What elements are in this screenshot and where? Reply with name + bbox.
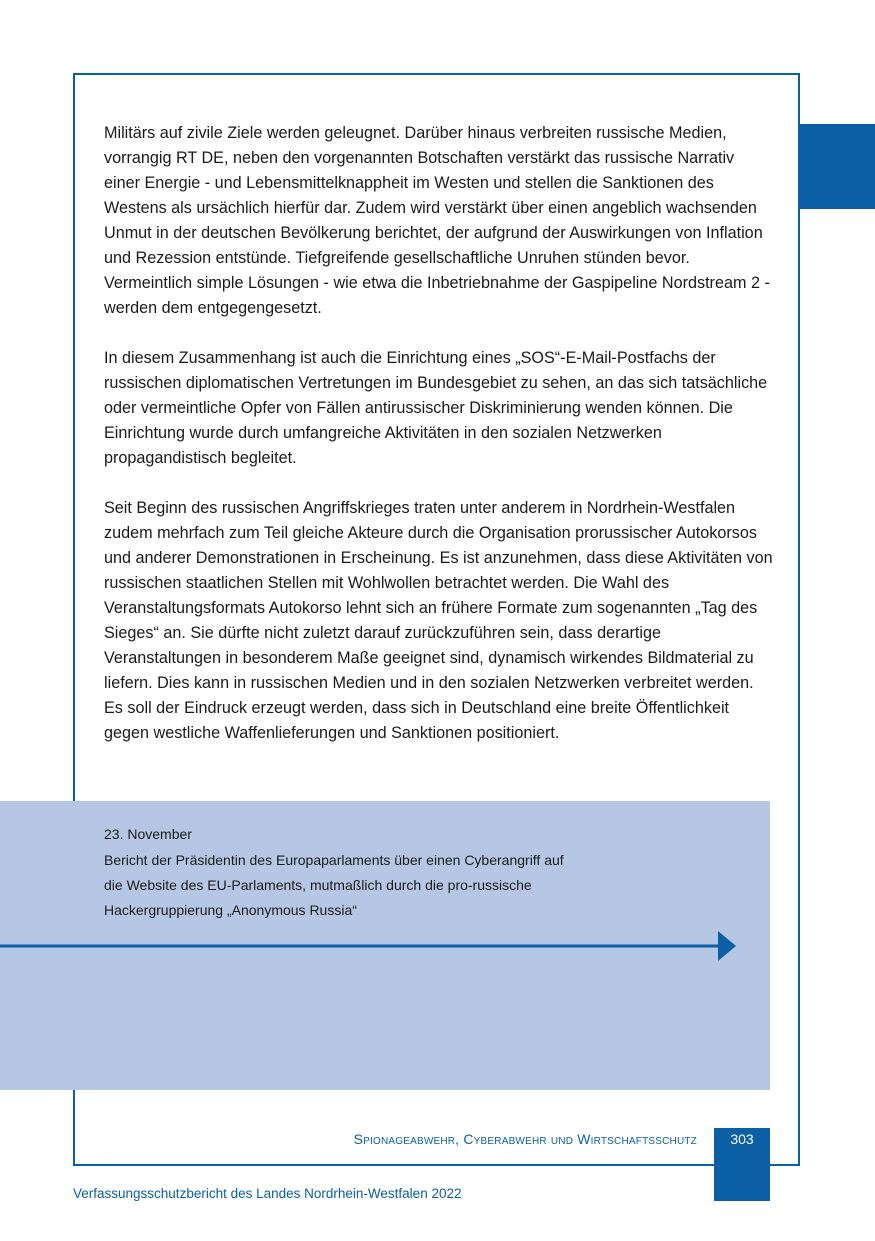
running-head: Spionageabwehr, Cyberabwehr und Wirtschaftsschutz [353, 1131, 697, 1147]
publication-title: Verfassungsschutzbericht des Landes Nordrhein-Westfalen 2022 [73, 1186, 462, 1201]
paragraph-3: Seit Beginn des russischen Angriffskrieges traten unter anderem in Nordrhein-Westfalen zudem mehrfach zum Teil gleiche Akteure durch die Organisation prorussischer Autokorsos und anderer Demonstrationen in Erscheinung. Es ist anzunehmen, dass diese Aktivitäten von russischen staatlichen Stellen mit Wohlwollen betrachtet werden. Die Wahl des Veranstaltungsformats Autokorso lehnt sich an frühere Formate zum sogenannten „Tag des Sieges“ an. Sie dürfte nicht zuletzt darauf zurückzuführen sein, dass derartige Veranstaltungen in besonderem Maße geeignet sind, dynamisch wirkendes Bildmaterial zu liefern. Dies kann in russischen Medien und in den sozialen Netzwerken verbreitet werden. Es soll der Eindruck erzeugt werden, dass sich in Deutschland eine breite Öffentlichkeit gegen westliche Waffenlieferungen und Sanktionen positioniert. [104, 499, 773, 742]
footer-area [75, 1090, 796, 1162]
chapter-tab-marker [798, 124, 875, 209]
page-number: 303 [730, 1131, 754, 1147]
paragraph-1: Militärs auf zivile Ziele werden geleugnet. Darüber hinaus verbreiten russische Medien, vorrangig RT DE, neben den vorgenannten Botschaften verstärkt das russische Narrativ einer Energie - und Lebensmittelknappheit im Westen und stellen die Sanktionen des Westens als ursächlich hierfür dar. Zudem wird verstärkt über einen angeblich wachsenden Unmut in der deutschen Bevölkerung berichtet, der aufgrund der Auswirkungen von Inflation und Rezession entstünde. Tiefgreifende gesellschaftliche Unruhen stünden bevor. Vermeintlich simple Lösungen - wie etwa die Inbetriebnahme der Gaspipeline Nordstream 2 - werden dem entgegengesetzt. [104, 124, 770, 317]
paragraph-2: In diesem Zusammenhang ist auch die Einrichtung eines „SOS“-E-Mail-Postfachs der russischen diplomatischen Vertretungen im Bundesgebiet zu sehen, an das sich tatsächliche oder vermeintliche Opfer von Fällen antirussischer Diskriminierung wenden können. Die Einrichtung wurde durch umfangreiche Aktivitäten in den sozialen Netzwerken propagandistisch begleitet. [104, 349, 768, 467]
timeline-entry-text: Bericht der Präsidentin des Europaparlaments über einen Cyberangriff auf die Website des EU-Parlaments, mutmaßlich durch die pro-russische Hackergruppierung „Anonymous Russia“ [104, 852, 564, 918]
body-text [104, 121, 774, 771]
timeline-date: 23. November [104, 826, 192, 842]
arrow-right-icon [0, 929, 740, 963]
